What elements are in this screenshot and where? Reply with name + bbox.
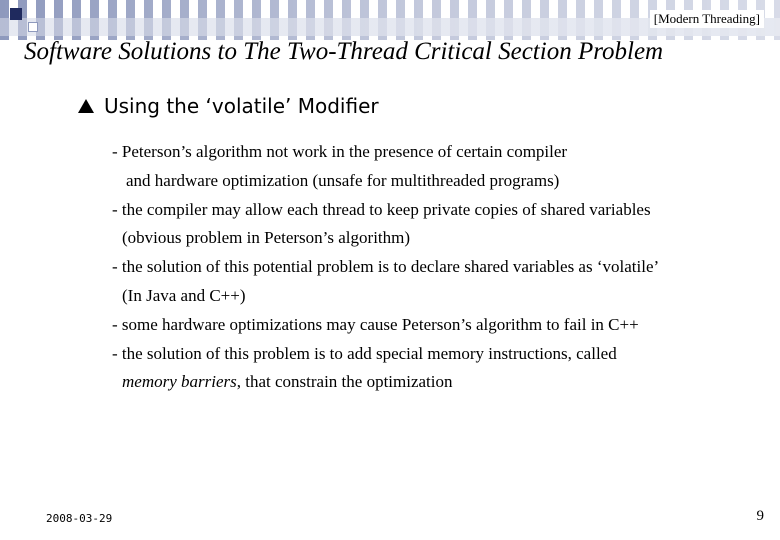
body-line: (In Java and C++) (122, 285, 246, 305)
body-line: - the solution of this potential problem is to declare shared variables as ‘volatile’ (112, 257, 660, 277)
body-line: - some hardware optimizations may cause Peterson’s algorithm to fail in C++ (112, 314, 639, 334)
slide-title: Software Solutions to The Two-Thread Critical Section Problem (24, 38, 664, 65)
topic-tag: [Modern Threading] (650, 10, 764, 28)
section-heading (78, 94, 379, 118)
body-line: - the compiler may allow each thread to keep private copies of shared variables (112, 199, 651, 219)
section-heading-text: Using the ‘volatile’ Modifier (104, 94, 379, 118)
body-line: and hardware optimization (unsafe for multithreaded programs) (126, 170, 560, 190)
triangle-bullet-icon (78, 99, 94, 113)
memory-barriers-term: memory barriers (122, 372, 237, 392)
body-line: - the solution of this problem is to add special memory instructions, called (112, 343, 617, 363)
page-number: 9 (756, 508, 764, 524)
body-text (112, 138, 772, 397)
body-line-last (112, 368, 772, 397)
body-line: - Peterson’s algorithm not work in the presence of certain compiler (112, 142, 568, 161)
body-line-last-rest: , that constrain the optimization (236, 372, 453, 392)
header-small-square-icon (28, 22, 38, 32)
body-line: (obvious problem in Peterson’s algorithm) (122, 228, 411, 248)
header-square-icon (10, 8, 22, 20)
footer-date: 2008-03-29 (46, 512, 113, 525)
